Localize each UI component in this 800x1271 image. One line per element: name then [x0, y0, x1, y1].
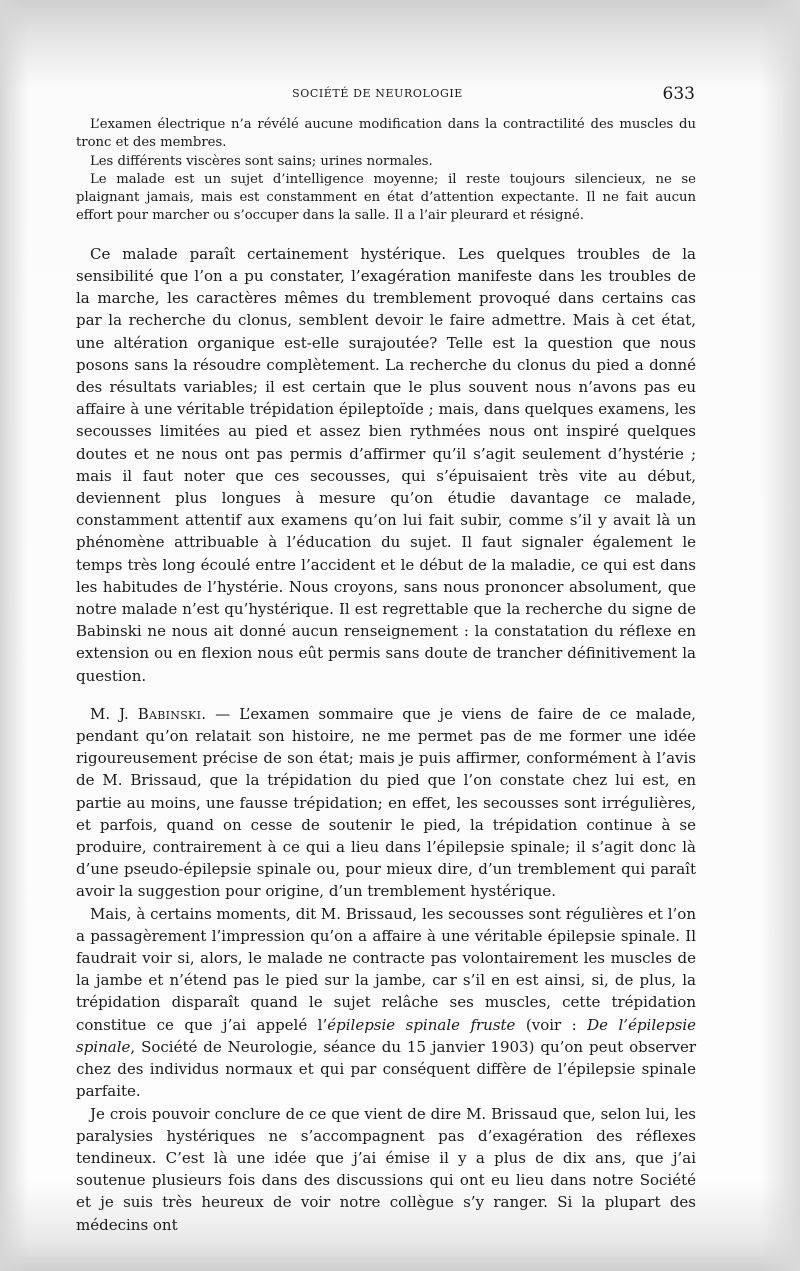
speaker-initial: M. J. — [90, 704, 129, 723]
observation-paragraph: L’examen électrique n’a révélé aucune modification dans la contractilité des muscles du tronc et des membres. — [76, 117, 696, 151]
observation-paragraph: Les différents viscères sont sains; urines normales. — [90, 153, 433, 169]
running-head: SOCIÉTÉ DE NEUROLOGIE — [292, 87, 463, 100]
case-observation — [76, 116, 696, 226]
page-body — [76, 116, 696, 1236]
babinski-paragraph — [76, 703, 696, 903]
observation-paragraph: Le malade est un sujet d’intelligence moyenne; il reste toujours silencieux, ne se plaignant jamais, mais est constamment en état d’attention expectante. Il ne fait aucun effort pour marcher ou s’occuper dans la salle. Il a l’air pleurard et résigné. — [76, 171, 696, 224]
babinski-paragraph-2 — [76, 903, 696, 1103]
speaker-name: Babinski. — [137, 704, 207, 723]
italic-term: épilepsie spinale fruste — [327, 1015, 516, 1034]
babinski-text-2c: , Société de Neurologie, séance du 15 janvier 1903) qu’on peut observer chez des individus normaux et qui par conséquent diffère de l’épilepsie spinale parfaite. — [76, 1037, 696, 1101]
babinski-text-2a: Mais, à certains moments, dit M. Brissaud, les secousses sont régulières et l’on a passagèrement l’impression qu’on a affaire à une véritable épilepsie spinale. Il faudrait voir si, alors, le malade ne contracte pas volontairement les muscles de la jambe et n’étend pas le pied sur la jambe, car s’il en est ainsi, si, de plus, la trépidation disparaît quand le sujet relâche ses muscles, cette trépidation constitue ce que j’ai appelé l’ — [76, 904, 696, 1034]
babinski-text-1: — L’examen sommaire que je viens de faire de ce malade, pendant qu’on relatait son histoire, ne me permet pas de me former une idée rigoureusement précise de son état; mais je puis affirmer, conformément à l’avis de M. Brissaud, que la trépidation du pied que l’on constate chez lui est, en partie au moins, une fausse trépidation; en effet, les secousses sont irrégulières, et parfois, quand on cesse de soutenir le pied, la trépidation continue à se produire, contrairement à ce qui a lieu dans l’épilepsie spinale; il s’agit donc là d’une pseudo-épilepsie spinale ou, pour mieux dire, d’un tremblement qui paraît avoir la suggestion pour origine, d’un tremblement hystérique. — [76, 704, 696, 901]
page-header — [60, 84, 695, 106]
babinski-paragraph-3: Je crois pouvoir conclure de ce que vient de dire M. Brissaud que, selon lui, les paralysies hystériques ne s’accompagnent pas d’exagération des réflexes tendineux. C’est là une idée que j’ai émise il y a plus de dix ans, que j’ai soutenue plusieurs fois dans des discussions qui ont eu lieu dans notre Société et je suis très heureux de voir notre collègue s’y ranger. Si la plupart des médecins ont — [76, 1104, 696, 1234]
discussion-paragraph: Ce malade paraît certainement hystérique. Les quelques troubles de la sensibilité que l’on a pu constater, l’exagération manifeste dans les troubles de la marche, les caractères mêmes du tremblement provoqué dans certains cas par la recherche du clonus, semblent devoir le faire admettre. Mais à cet état, une altération organique est-elle surajoutée? Telle est la question que nous posons sans la résoudre complètement. La recherche du clonus du pied a donné des résultats variables; il est certain que le plus souvent nous n’avons pas eu affaire à une véritable trépidation épileptoïde ; mais, dans quelques examens, les secousses limitées au pied et assez bien rythmées nous ont inspiré quelques doutes et ne nous ont pas permis d’affirmer qu’il s’agit seulement d’hystérie ; mais il faut noter que ces secousses, qui s’épuisaient très vite au début, deviennent plus longues à mesure qu’on étudie davantage ce malade, constamment attentif aux examens qu’on lui fait subir, comme s’il y avait là un phénomène attribuable à l’éducation du sujet. Il faut signaler également le temps très long écoulé entre l’accident et le début de la maladie, ce qui est dans les habitudes de l’hystérie. Nous croyons, sans nous prononcer absolument, que notre malade n’est qu’hystérique. Il est regrettable que la recherche du signe de Babinski ne nous ait donné aucun renseignement : la constatation du réflexe en extension ou en flexion nous eût permis sans doute de trancher définitivement la question. — [76, 244, 696, 685]
page-number: 633 — [662, 84, 695, 104]
babinski-text-2b: (voir : — [515, 1015, 588, 1034]
main-text — [76, 243, 696, 1236]
italic-reference: De l’épilepsie spinale — [76, 1015, 696, 1056]
